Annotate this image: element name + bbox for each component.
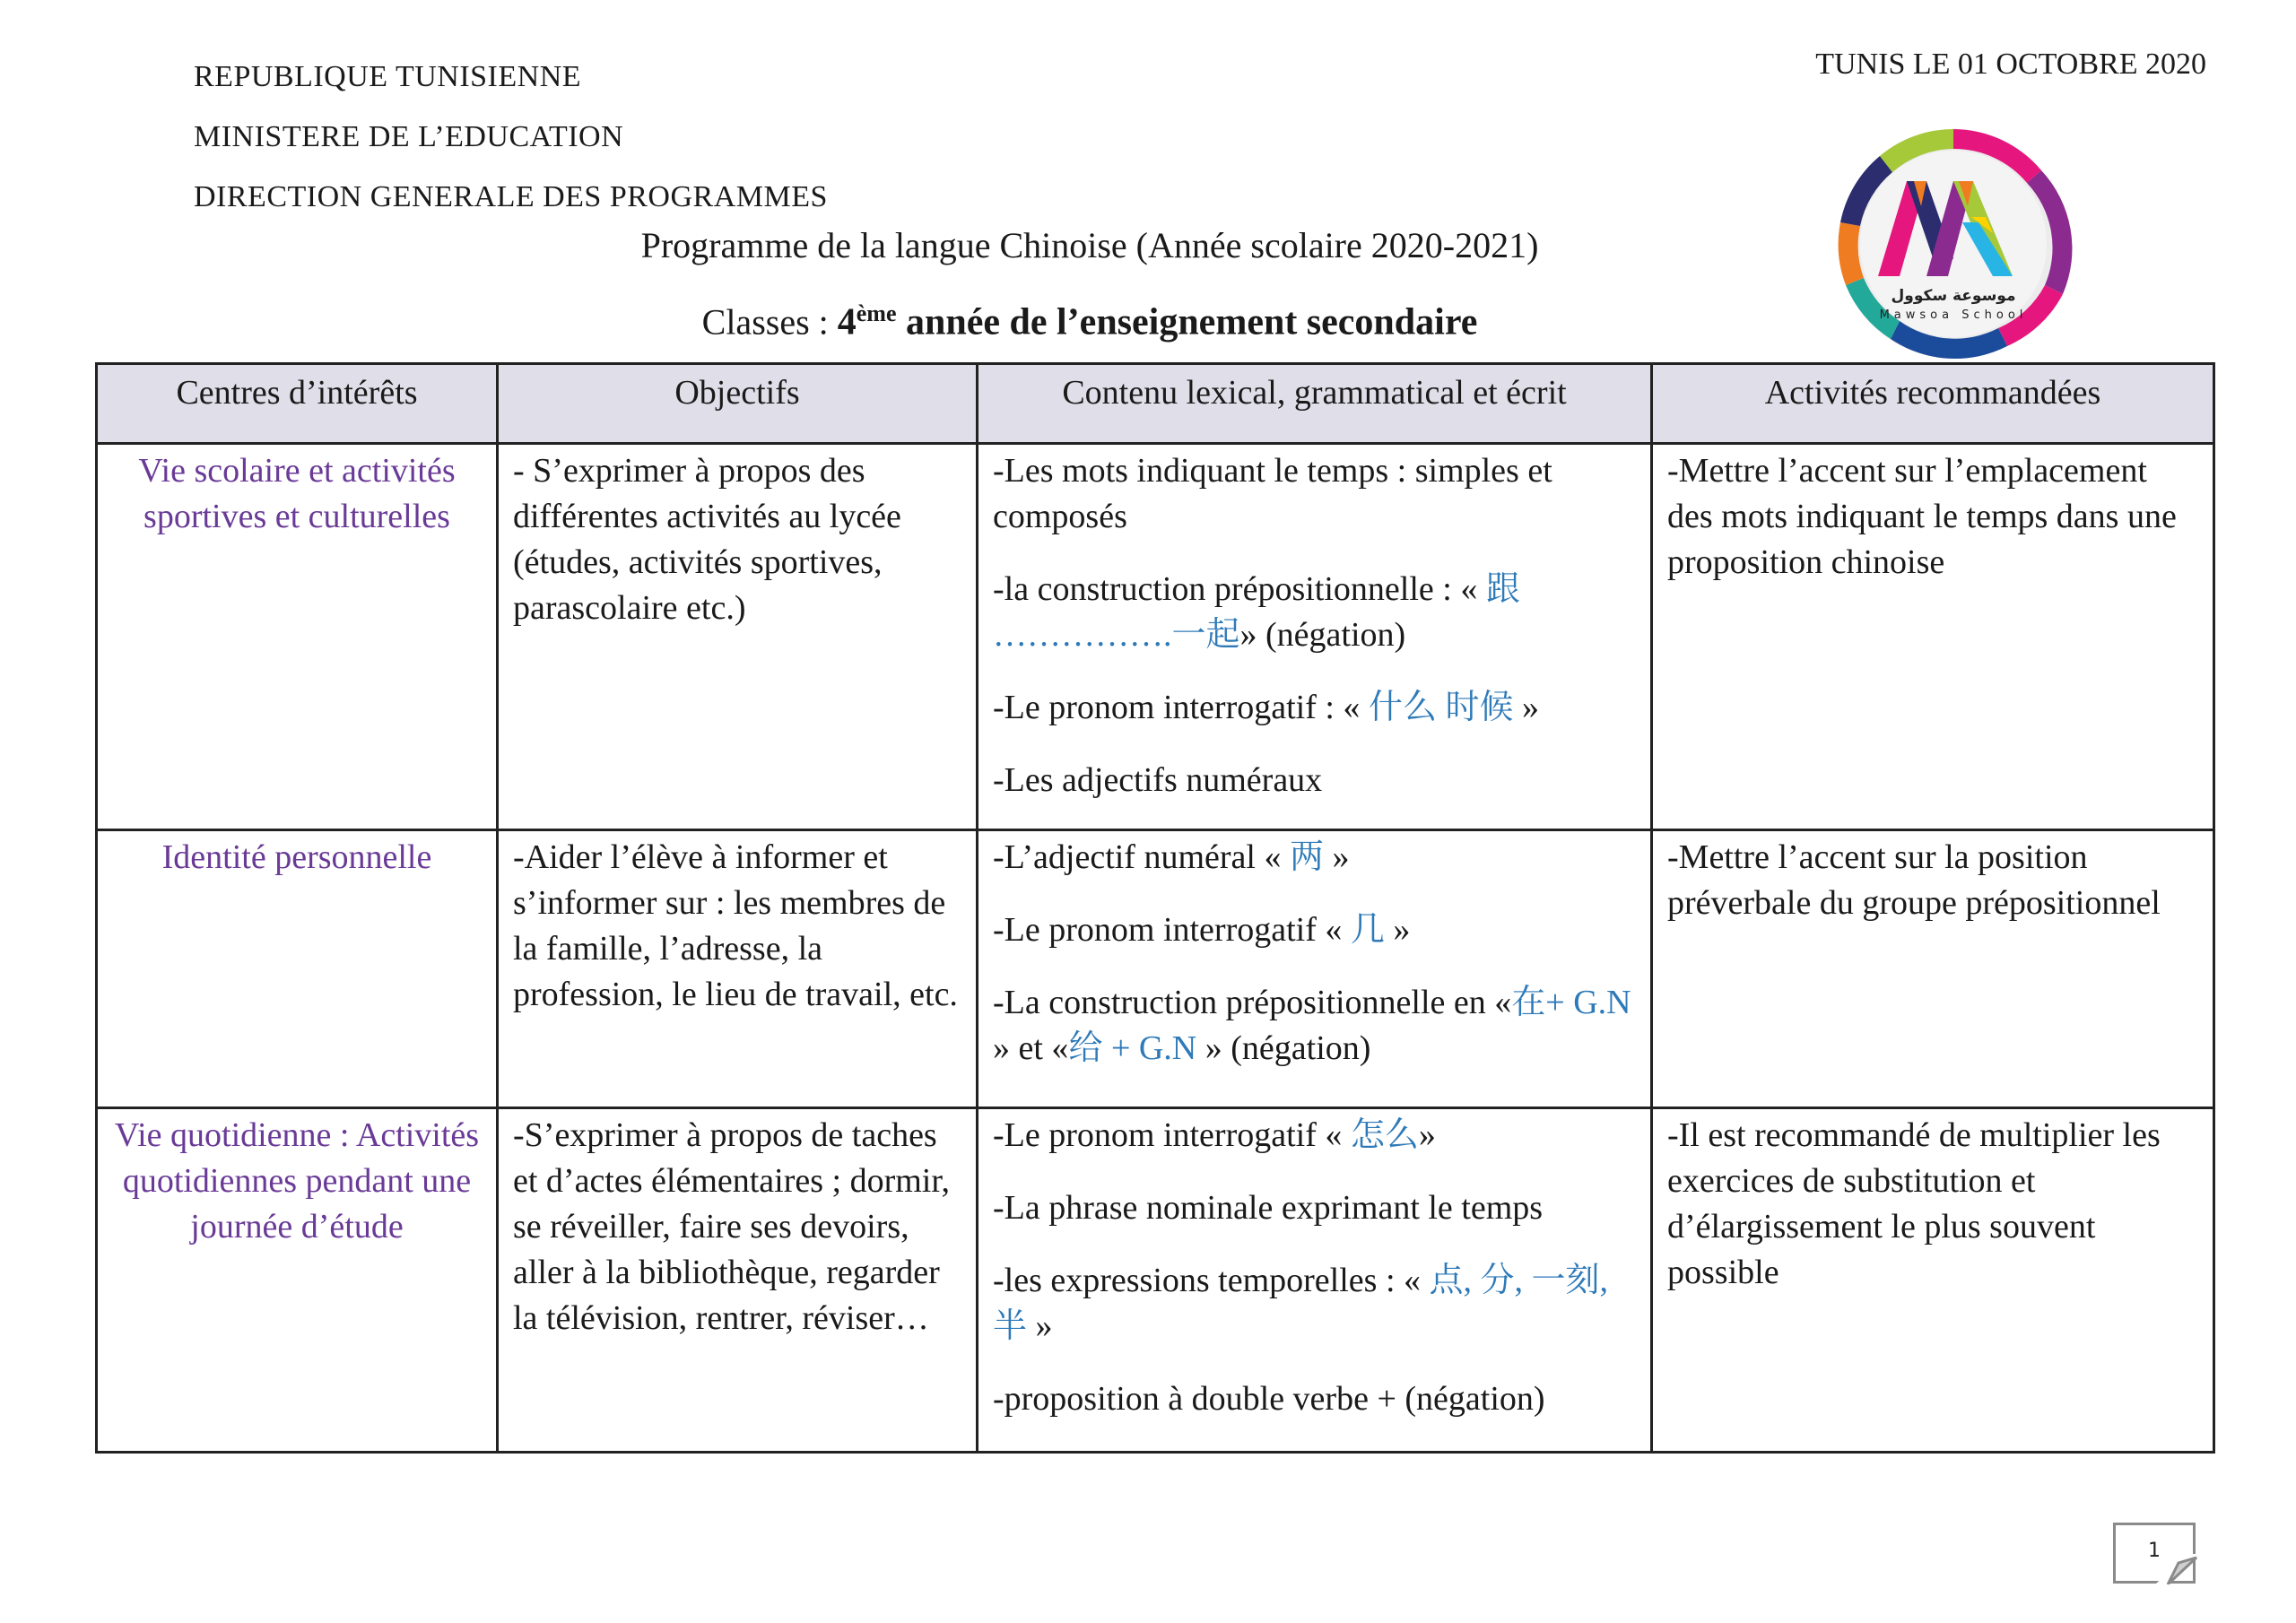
contenu-item <box>993 758 1636 803</box>
activite: -Il est recommandé de multiplier les exercices de substitution et d’élargissement le plus souvent possible <box>1652 1108 2214 1453</box>
contenu-text: -Le pronom interrogatif : « <box>993 689 1369 726</box>
contenu-text: » (négation) <box>1239 616 1406 654</box>
centre-interet: Vie scolaire et activités sportives et culturelles <box>97 444 498 830</box>
contenu-item <box>993 567 1636 658</box>
contenu-item <box>993 835 1636 881</box>
page-number: 1 <box>2113 1523 2196 1584</box>
contenu-text: -La phrase nominale exprimant le temps <box>993 1189 1544 1227</box>
chinese-term: 跟 …………….一起 <box>993 570 1520 654</box>
issuer-direction: DIRECTION GENERALE DES PROGRAMMES <box>194 180 828 213</box>
contenu-text: » <box>1027 1307 1053 1345</box>
contenu <box>978 444 1652 830</box>
issuer-ministry: MINISTERE DE L’EDUCATION <box>194 120 624 153</box>
contenu-text: » <box>1384 911 1411 949</box>
issuer-block <box>194 47 828 227</box>
grade-superscript: ème <box>856 300 897 326</box>
program-title: Programme de la langue Chinoise (Année scolaire 2020-2021) <box>640 225 1539 265</box>
logo-latin-text: Mawsoa School <box>1879 308 2028 322</box>
contenu-item <box>993 1113 1636 1159</box>
objectif: -S’exprimer à propos de taches et d’actes élémentaires ; dormir, se réveiller, faire ses devoirs, aller à la bibliothèque, regarder la télévision, rentrer, réviser… <box>498 1108 978 1453</box>
contenu-text: -la construction prépositionnelle : « <box>993 570 1486 608</box>
chinese-term: 几 <box>1350 911 1385 949</box>
objectif: - S’exprimer à propos des différentes activités au lycée (études, activités sportives, parascolaire etc.) <box>498 444 978 830</box>
page-curl-icon <box>2155 1554 2198 1584</box>
header-activites: Activités recommandées <box>1652 364 2214 444</box>
chinese-term: 什么 时候 <box>1368 689 1514 726</box>
objectif: -Aider l’élève à informer et s’informer sur : les membres de la famille, l’adresse, la profession, le lieu de travail, etc. <box>498 830 978 1108</box>
activite: -Mettre l’accent sur la position préverbale du groupe prépositionnel <box>1652 830 2214 1108</box>
contenu <box>978 1108 1652 1453</box>
contenu-item <box>993 907 1636 953</box>
logo-arabic-text: موسوعة سكوول <box>1891 287 2016 305</box>
header-objectifs: Objectifs <box>498 364 978 444</box>
contenu-text: -Les adjectifs numéraux <box>993 761 1323 799</box>
contenu-text: -La construction prépositionnelle en « <box>993 984 1512 1021</box>
classes-line <box>0 291 2296 345</box>
centre-interet: Identité personnelle <box>97 830 498 1108</box>
table-row <box>97 444 2214 830</box>
contenu-item <box>993 980 1636 1072</box>
contenu-text: -Le pronom interrogatif « <box>993 911 1351 949</box>
contenu-text: » et « <box>993 1029 1069 1067</box>
table-header-row <box>97 364 2214 444</box>
header-centres: Centres d’intérêts <box>97 364 498 444</box>
contenu-text: » (négation) <box>1196 1029 1371 1067</box>
contenu-item <box>993 448 1636 540</box>
contenu-item <box>993 1185 1636 1231</box>
contenu-text: » <box>1418 1116 1436 1154</box>
program-table <box>95 362 2215 1454</box>
contenu-text: -Les mots indiquant le temps : simples et composés <box>993 452 1552 535</box>
document-date: TUNIS LE 01 OCTOBRE 2020 <box>1815 48 2206 81</box>
contenu <box>978 830 1652 1108</box>
contenu-text: -proposition à double verbe + (négation) <box>993 1380 1545 1418</box>
document-title <box>0 222 2296 345</box>
classes-label: Classes : <box>701 301 838 343</box>
table-row <box>97 1108 2214 1453</box>
contenu-text: -L’adjectif numéral « <box>993 838 1290 876</box>
chinese-term: 两 <box>1289 838 1324 876</box>
contenu-text: » <box>1513 689 1539 726</box>
grade-description: année de l’enseignement secondaire <box>896 301 1478 343</box>
chinese-term: 在+ G.N <box>1511 984 1631 1021</box>
chinese-term: 点, 分, 一刻, 半 <box>993 1262 1609 1345</box>
chinese-term: 给 + G.N <box>1068 1029 1197 1067</box>
grade-number: 4 <box>837 301 857 343</box>
issuer-republic: REPUBLIQUE TUNISIENNE <box>194 60 582 93</box>
contenu-text: » <box>1323 838 1350 876</box>
contenu-item <box>993 1376 1636 1422</box>
contenu-item <box>993 685 1636 731</box>
contenu-text: -Le pronom interrogatif « <box>993 1116 1351 1154</box>
activite: -Mettre l’accent sur l’emplacement des mots indiquant le temps dans une proposition chinoise <box>1652 444 2214 830</box>
contenu-text: -les expressions temporelles : « <box>993 1262 1430 1299</box>
table-row <box>97 830 2214 1108</box>
contenu-item <box>993 1258 1636 1350</box>
chinese-term: 怎么 <box>1350 1116 1419 1154</box>
header-contenu: Contenu lexical, grammatical et écrit <box>978 364 1652 444</box>
centre-interet: Vie quotidienne : Activités quotidiennes pendant une journée d’étude <box>97 1108 498 1453</box>
